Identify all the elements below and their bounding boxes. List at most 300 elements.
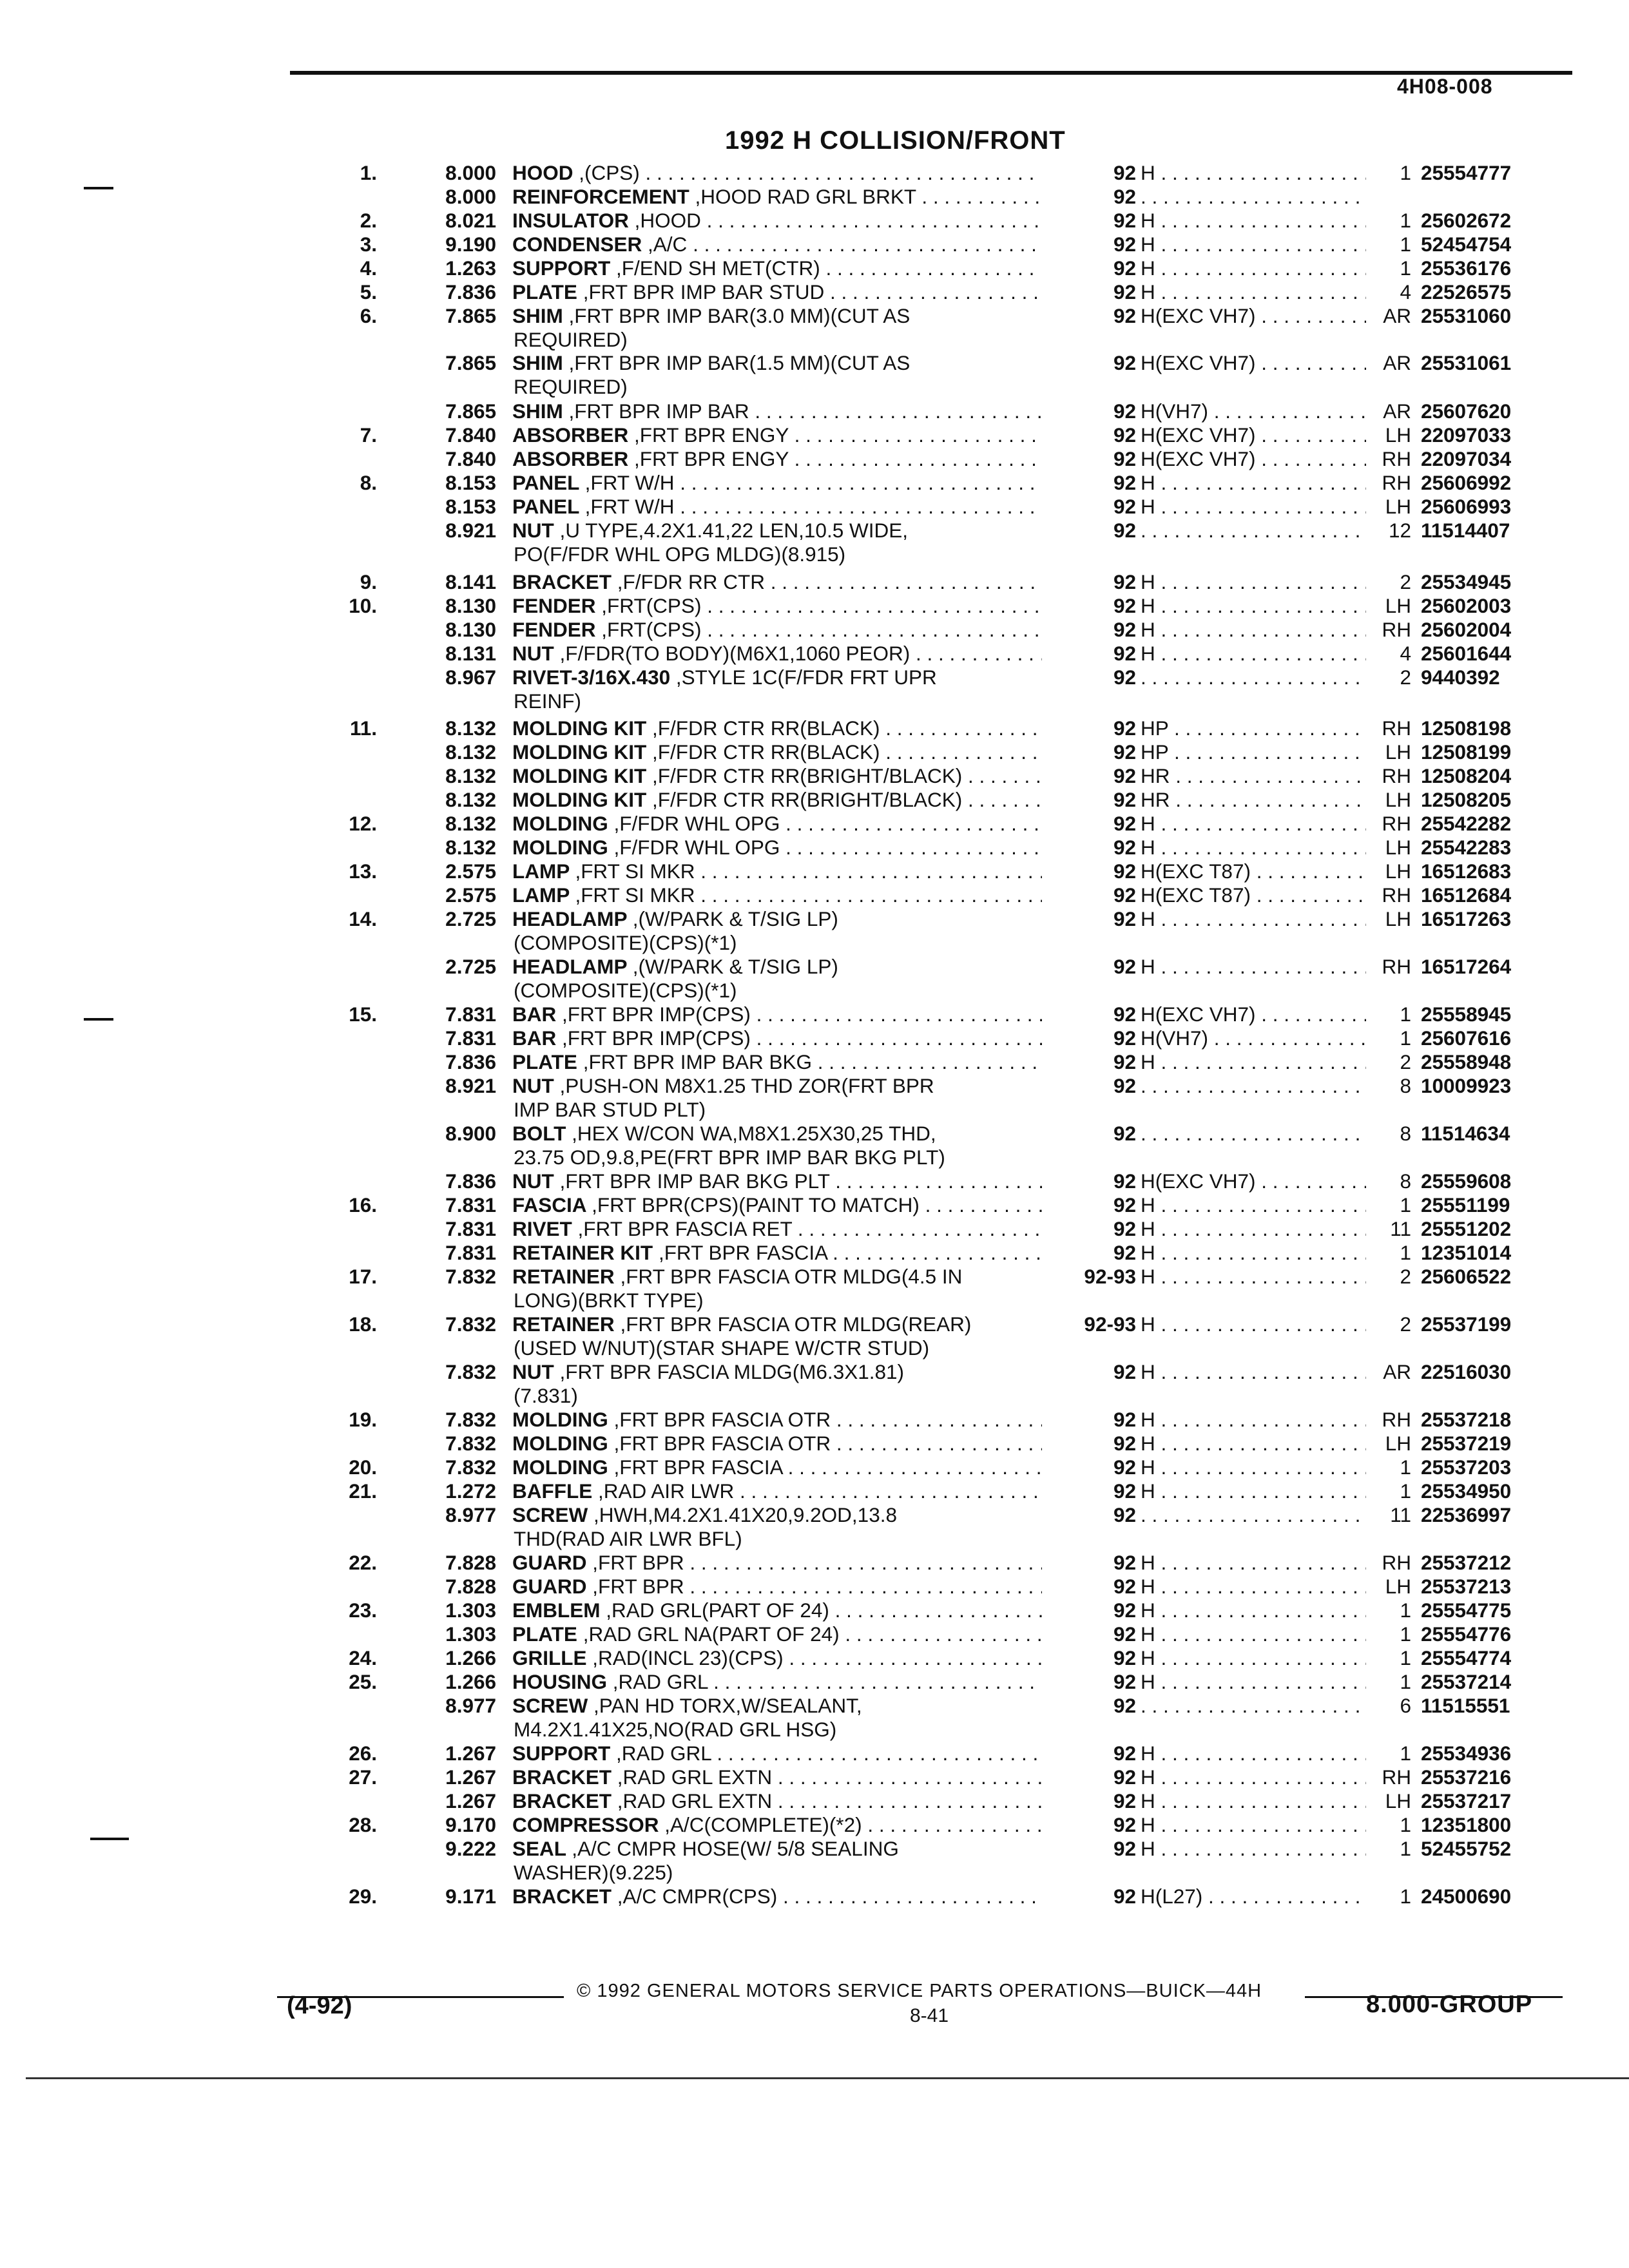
part-name: NUT: [512, 1169, 554, 1193]
part-name: EMBLEM: [512, 1599, 601, 1622]
quantity: 6: [1400, 1694, 1411, 1717]
part-name: GRILLE: [512, 1646, 587, 1669]
description-continuation: REINF): [514, 689, 581, 713]
page-title: 1992 H COLLISION/FRONT: [725, 126, 1066, 155]
series-value: H(EXC VH7): [1141, 447, 1256, 470]
description-continuation: (USED W/NUT)(STAR SHAPE W/CTR STUD): [514, 1336, 930, 1360]
part-name: HEADLAMP: [512, 955, 627, 978]
model-year: 92: [1113, 1503, 1136, 1526]
part-description: [512, 209, 1042, 233]
series-value: H(EXC VH7): [1141, 1169, 1256, 1193]
series-code: [1141, 351, 1366, 375]
part-name: SUPPORT: [512, 1742, 611, 1765]
series-value: H: [1141, 161, 1155, 184]
part-number: 25537213: [1421, 1575, 1512, 1598]
model-year: 92: [1113, 447, 1136, 470]
model-year: 92: [1113, 1765, 1136, 1789]
group-number: 8.921: [445, 1074, 496, 1097]
group-number: 7.832: [445, 1360, 496, 1383]
table-row: [0, 399, 1629, 423]
series-code: [1141, 185, 1366, 209]
part-detail: ,RAD AIR LWR: [598, 1479, 735, 1503]
model-year: 92: [1113, 161, 1136, 184]
part-detail: ,(W/PARK & T/SIG LP): [632, 955, 838, 978]
series-code: [1141, 1837, 1366, 1861]
part-detail: ,RAD GRL: [612, 1670, 708, 1693]
part-detail: ,FRT BPR ENGY: [634, 423, 789, 447]
group-number: 1.303: [445, 1599, 496, 1622]
quantity: LH: [1385, 860, 1411, 883]
part-detail: ,FRT BPR IMP(CPS): [562, 1026, 751, 1050]
table-row: [0, 1074, 1629, 1098]
series-value: H: [1141, 1599, 1155, 1622]
part-description: [512, 519, 1042, 543]
series-value: H: [1141, 1050, 1155, 1073]
item-number: 29.: [349, 1885, 377, 1908]
series-code: [1141, 1312, 1366, 1336]
part-number: 25551202: [1421, 1217, 1512, 1240]
part-name: RETAINER: [512, 1312, 615, 1336]
table-row: [0, 740, 1629, 764]
table-row: [0, 471, 1629, 495]
part-description: [512, 716, 1042, 740]
part-detail: ,FRT BPR FASCIA OTR MLDG(REAR): [620, 1312, 972, 1336]
quantity: 1: [1400, 1241, 1411, 1264]
part-detail: ,FRT W/H: [584, 471, 675, 494]
group-number: 9.222: [445, 1837, 496, 1860]
table-row: [0, 1456, 1629, 1479]
item-number: 27.: [349, 1765, 377, 1789]
part-description: [512, 1646, 1042, 1670]
series-code: [1141, 1646, 1366, 1670]
part-description: [512, 1122, 1042, 1146]
series-code: [1141, 1885, 1366, 1908]
series-value: H(EXC VH7): [1141, 423, 1256, 447]
quantity: RH: [1382, 764, 1411, 787]
series-code: [1141, 1575, 1366, 1599]
part-description: [512, 1050, 1042, 1074]
table-row: [0, 209, 1629, 233]
model-year: 92: [1113, 764, 1136, 787]
table-row: [0, 447, 1629, 471]
series-value: HR: [1141, 764, 1170, 787]
model-year: 92: [1113, 304, 1136, 327]
group-number: 7.865: [445, 304, 496, 327]
quantity: RH: [1382, 955, 1411, 978]
model-year: 92: [1113, 1742, 1136, 1765]
model-year: 92: [1113, 185, 1136, 208]
part-name: SHIM: [512, 304, 563, 327]
table-row: [0, 1551, 1629, 1575]
part-number: 25534936: [1421, 1742, 1512, 1765]
table-row: [0, 1837, 1629, 1861]
series-code: [1141, 161, 1366, 185]
model-year: 92: [1113, 1169, 1136, 1193]
group-number: 8.130: [445, 594, 496, 617]
page-code: 4H08-008: [1397, 75, 1493, 98]
item-number: 23.: [349, 1599, 377, 1622]
group-number: 8.967: [445, 666, 496, 689]
part-description: [512, 1599, 1042, 1622]
part-detail: ,A/C: [648, 233, 688, 256]
part-description: [512, 1551, 1042, 1575]
part-number: 12351800: [1421, 1813, 1512, 1836]
table-row: [0, 1026, 1629, 1050]
part-name: BOLT: [512, 1122, 566, 1145]
quantity: 8: [1400, 1122, 1411, 1145]
quantity: 1: [1400, 256, 1411, 280]
part-detail: ,A/C(COMPLETE)(*2): [664, 1813, 862, 1836]
part-name: MOLDING: [512, 1432, 608, 1455]
series-code: [1141, 1551, 1366, 1575]
model-year: 92: [1113, 1074, 1136, 1097]
group-number: 9.171: [445, 1885, 496, 1908]
item-number: 28.: [349, 1813, 377, 1836]
part-name: PLATE: [512, 280, 577, 303]
quantity: RH: [1382, 447, 1411, 470]
series-value: H(EXC VH7): [1141, 351, 1256, 374]
part-description: [512, 1456, 1042, 1479]
part-number: 25531060: [1421, 304, 1512, 327]
table-row: [0, 1694, 1629, 1718]
series-value: H: [1141, 1646, 1155, 1669]
part-detail: ,HEX W/CON WA,M8X1.25X30,25 THD,: [572, 1122, 936, 1145]
group-number: 1.272: [445, 1479, 496, 1503]
part-detail: ,FRT SI MKR: [575, 883, 695, 907]
part-number: 25558945: [1421, 1003, 1512, 1026]
model-year: 92: [1113, 812, 1136, 835]
table-row: [0, 594, 1629, 618]
quantity: 1: [1400, 1026, 1411, 1050]
item-number: 3.: [360, 233, 377, 256]
table-row: [0, 1193, 1629, 1217]
part-description: [512, 1169, 1042, 1193]
part-name: BRACKET: [512, 1765, 612, 1789]
item-number: 2.: [360, 209, 377, 232]
quantity: 1: [1400, 161, 1411, 184]
margin-mark: [90, 1838, 129, 1840]
part-number: 12508199: [1421, 740, 1512, 764]
part-number: 22097034: [1421, 447, 1512, 470]
part-description: [512, 1765, 1042, 1789]
series-code: [1141, 447, 1366, 471]
part-description: [512, 185, 1042, 209]
model-year: 92: [1113, 351, 1136, 374]
model-year: 92: [1113, 233, 1136, 256]
quantity: LH: [1385, 740, 1411, 764]
table-row: [0, 1622, 1629, 1646]
table-row: [0, 788, 1629, 812]
part-name: PANEL: [512, 495, 579, 518]
table-row: [0, 423, 1629, 447]
series-value: H: [1141, 1265, 1155, 1288]
model-year: 92: [1113, 1408, 1136, 1431]
series-code: [1141, 1813, 1366, 1837]
model-year: 92: [1113, 1479, 1136, 1503]
part-number: 25542283: [1421, 836, 1512, 859]
group-number: 8.132: [445, 788, 496, 811]
quantity: 1: [1400, 1742, 1411, 1765]
part-detail: ,FRT BPR IMP BAR: [568, 399, 749, 423]
group-number: 8.132: [445, 716, 496, 740]
quantity: 1: [1400, 1456, 1411, 1479]
model-year: 92: [1113, 716, 1136, 740]
part-name: BAR: [512, 1003, 557, 1026]
part-name: BRACKET: [512, 1789, 612, 1812]
group-number: 9.170: [445, 1813, 496, 1836]
part-description: [512, 423, 1042, 447]
part-number: 25554774: [1421, 1646, 1512, 1669]
series-code: [1141, 1265, 1366, 1289]
part-description: [512, 1622, 1042, 1646]
quantity: LH: [1385, 423, 1411, 447]
series-value: H: [1141, 1193, 1155, 1216]
quantity: 2: [1400, 666, 1411, 689]
part-number: 16517264: [1421, 955, 1512, 978]
table-row: [0, 570, 1629, 594]
part-detail: ,FRT(CPS): [601, 594, 702, 617]
part-name: HOOD: [512, 161, 574, 184]
part-detail: ,F/FDR RR CTR: [617, 570, 765, 593]
part-name: REINFORCEMENT: [512, 185, 689, 208]
series-value: H(VH7): [1141, 1026, 1209, 1050]
table-row: [0, 666, 1629, 689]
quantity: AR: [1383, 304, 1411, 327]
part-number: 25607620: [1421, 399, 1512, 423]
part-name: CONDENSER: [512, 233, 642, 256]
item-number: 14.: [349, 907, 377, 930]
quantity: 1: [1400, 1622, 1411, 1646]
footer-page-number: 8-41: [910, 2005, 949, 2026]
series-code: [1141, 764, 1366, 788]
part-detail: ,RAD GRL EXTN: [617, 1765, 773, 1789]
model-year: 92: [1113, 1813, 1136, 1836]
group-number: 8.000: [445, 185, 496, 208]
model-year: 92: [1113, 1360, 1136, 1383]
table-row: [0, 1432, 1629, 1456]
series-value: H(VH7): [1141, 399, 1209, 423]
item-number: 5.: [360, 280, 377, 303]
part-detail: ,RAD GRL EXTN: [617, 1789, 773, 1812]
part-detail: ,FRT SI MKR: [575, 860, 695, 883]
quantity: RH: [1382, 1551, 1411, 1574]
series-value: H: [1141, 1479, 1155, 1503]
series-value: H: [1141, 280, 1155, 303]
model-year: 92: [1113, 399, 1136, 423]
part-name: FENDER: [512, 594, 596, 617]
series-value: H: [1141, 618, 1155, 641]
quantity: 1: [1400, 1813, 1411, 1836]
model-year: 92: [1113, 471, 1136, 494]
description-continuation: REQUIRED): [514, 328, 628, 351]
series-value: H: [1141, 1575, 1155, 1598]
part-number: 52455752: [1421, 1837, 1512, 1860]
table-row: [0, 1217, 1629, 1241]
part-detail: ,RAD GRL NA(PART OF 24): [583, 1622, 840, 1646]
quantity: 1: [1400, 209, 1411, 232]
part-name: PLATE: [512, 1622, 577, 1646]
quantity: RH: [1382, 1765, 1411, 1789]
group-number: 1.266: [445, 1670, 496, 1693]
part-description: [512, 447, 1042, 471]
table-row: [0, 907, 1629, 931]
part-description: [512, 1694, 1042, 1718]
part-detail: ,FRT BPR ENGY: [634, 447, 789, 470]
part-name: BRACKET: [512, 570, 612, 593]
quantity: LH: [1385, 1432, 1411, 1455]
part-detail: ,FRT BPR IMP BAR(1.5 MM)(CUT AS: [568, 351, 911, 374]
part-detail: ,PUSH-ON M8X1.25 THD ZOR(FRT BPR: [559, 1074, 934, 1097]
part-description: [512, 764, 1042, 788]
model-year: 92: [1113, 1003, 1136, 1026]
group-number: 2.725: [445, 955, 496, 978]
group-number: 1.303: [445, 1622, 496, 1646]
part-name: BAR: [512, 1026, 557, 1050]
part-name: MOLDING KIT: [512, 788, 647, 811]
series-code: [1141, 1169, 1366, 1193]
group-number: 8.977: [445, 1694, 496, 1717]
part-description: [512, 883, 1042, 907]
item-number: 22.: [349, 1551, 377, 1574]
series-value: H(EXC VH7): [1141, 1003, 1256, 1026]
model-year: 92: [1113, 1622, 1136, 1646]
part-number: 25607616: [1421, 1026, 1512, 1050]
quantity: 4: [1400, 642, 1411, 665]
item-number: 7.: [360, 423, 377, 447]
part-detail: ,STYLE 1C(F/FDR FRT UPR: [675, 666, 937, 689]
description-continuation: (COMPOSITE)(CPS)(*1): [514, 931, 737, 954]
part-number: 24500690: [1421, 1885, 1512, 1908]
part-name: RIVET: [512, 1217, 572, 1240]
part-detail: ,FRT BPR: [592, 1551, 684, 1574]
model-year: 92: [1113, 1646, 1136, 1669]
part-number: 25602004: [1421, 618, 1512, 641]
part-description: [512, 1408, 1042, 1432]
item-number: 8.: [360, 471, 377, 494]
part-description: [512, 1503, 1042, 1527]
group-number: 7.828: [445, 1551, 496, 1574]
group-number: 1.267: [445, 1765, 496, 1789]
quantity: AR: [1383, 351, 1411, 374]
part-detail: ,RAD GRL(PART OF 24): [606, 1599, 829, 1622]
group-number: 2.575: [445, 860, 496, 883]
table-row: [0, 716, 1629, 740]
part-description: [512, 836, 1042, 860]
bottom-rule: [26, 2077, 1629, 2079]
model-year: 92: [1113, 666, 1136, 689]
part-description: [512, 618, 1042, 642]
description-continuation: LONG)(BRKT TYPE): [514, 1289, 704, 1312]
series-value: H: [1141, 1789, 1155, 1812]
part-detail: ,HOOD: [634, 209, 701, 232]
model-year: 92: [1113, 907, 1136, 930]
series-code: [1141, 1694, 1366, 1718]
part-number: 25542282: [1421, 812, 1512, 835]
model-year: 92: [1113, 955, 1136, 978]
part-detail: ,F/END SH MET(CTR): [616, 256, 820, 280]
part-description: [512, 594, 1042, 618]
quantity: LH: [1385, 495, 1411, 518]
table-row: [0, 1122, 1629, 1146]
part-number: 25602003: [1421, 594, 1512, 617]
item-number: 1.: [360, 161, 377, 184]
table-row: [0, 256, 1629, 280]
part-number: 25537214: [1421, 1670, 1512, 1693]
part-description: [512, 1670, 1042, 1694]
part-number: 11514407: [1421, 519, 1510, 542]
part-name: MOLDING KIT: [512, 716, 647, 740]
group-number: 8.131: [445, 642, 496, 665]
series-code: [1141, 280, 1366, 304]
group-number: 7.831: [445, 1193, 496, 1216]
table-row: [0, 519, 1629, 543]
quantity: 1: [1400, 1599, 1411, 1622]
part-name: ABSORBER: [512, 423, 629, 447]
series-code: [1141, 1003, 1366, 1026]
table-row: [0, 860, 1629, 883]
quantity: LH: [1385, 788, 1411, 811]
part-description: [512, 570, 1042, 594]
series-code: [1141, 666, 1366, 689]
quantity: 4: [1400, 280, 1411, 303]
part-number: 25606992: [1421, 471, 1512, 494]
part-name: SUPPORT: [512, 256, 611, 280]
quantity: RH: [1382, 883, 1411, 907]
group-number: 7.832: [445, 1312, 496, 1336]
table-row: [0, 1813, 1629, 1837]
series-value: H: [1141, 1312, 1155, 1336]
series-code: [1141, 618, 1366, 642]
quantity: LH: [1385, 1789, 1411, 1812]
series-code: [1141, 1456, 1366, 1479]
series-value: H: [1141, 1837, 1155, 1860]
part-name: MOLDING: [512, 812, 608, 835]
part-name: HEADLAMP: [512, 907, 627, 930]
series-value: H(EXC VH7): [1141, 304, 1256, 327]
quantity: 8: [1400, 1074, 1411, 1097]
series-value: H: [1141, 1813, 1155, 1836]
series-value: H: [1141, 209, 1155, 232]
part-detail: ,FRT BPR FASCIA: [658, 1241, 827, 1264]
table-row: [0, 351, 1629, 375]
part-detail: ,A/C CMPR HOSE(W/ 5/8 SEALING: [572, 1837, 899, 1860]
table-row: [0, 1312, 1629, 1336]
series-value: H: [1141, 594, 1155, 617]
part-description: [512, 740, 1042, 764]
part-name: MOLDING: [512, 1408, 608, 1431]
group-number: 8.153: [445, 471, 496, 494]
part-number: 25534945: [1421, 570, 1512, 593]
part-detail: ,FRT BPR IMP BAR BKG PLT: [559, 1169, 830, 1193]
series-code: [1141, 883, 1366, 907]
series-value: H(EXC T87): [1141, 883, 1251, 907]
series-code: [1141, 642, 1366, 666]
description-continuation: 23.75 OD,9.8,PE(FRT BPR IMP BAR BKG PLT): [514, 1146, 945, 1169]
part-description: [512, 280, 1042, 304]
quantity: RH: [1382, 471, 1411, 494]
group-number: 7.840: [445, 447, 496, 470]
group-number: 1.263: [445, 256, 496, 280]
group-number: 8.000: [445, 161, 496, 184]
part-description: [512, 1479, 1042, 1503]
group-number: 2.725: [445, 907, 496, 930]
part-number: 16512683: [1421, 860, 1512, 883]
part-description: [512, 1265, 1042, 1289]
table-row: [0, 233, 1629, 256]
quantity: 1: [1400, 1885, 1411, 1908]
part-description: [512, 471, 1042, 495]
group-number: 8.132: [445, 764, 496, 787]
